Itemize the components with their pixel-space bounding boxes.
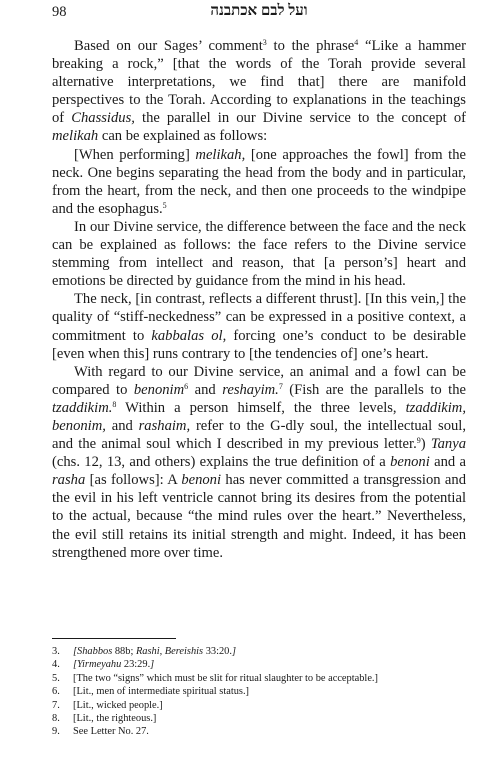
paragraph bbox=[52, 146, 466, 218]
text-run: has never committed a transgression and the evil in his left ventricle cannot bring its desires from the potential to the actual, because “the mind rules over the heart.” Nevertheless, the evil still retains its initial strength and might. Indeed, it has been strengthened more over time. bbox=[52, 472, 467, 561]
italic-text: benoni bbox=[181, 472, 222, 489]
footnote-text bbox=[73, 699, 163, 712]
footnote-marker: 3 bbox=[262, 38, 267, 47]
text-run: (Fish are the parallels to the bbox=[282, 381, 467, 398]
italic-text: rasha bbox=[52, 472, 86, 489]
footnote bbox=[52, 672, 466, 685]
italic-text: [Yirmeyahu bbox=[73, 659, 122, 671]
italic-text: tzaddikim, benonim, bbox=[52, 399, 466, 434]
text-run: forcing one’s conduct to be desirable [even when this] runs contrary to [the tendencies of] one’s heart. bbox=[52, 327, 466, 362]
italic-text: reshayim. bbox=[222, 381, 279, 398]
paragraph bbox=[52, 37, 466, 146]
italic-text: benonim bbox=[133, 381, 185, 398]
footnote-number: 7. bbox=[52, 699, 60, 711]
text-run: “Like a hammer breaking a rock,” [that the words of the Torah provide several alternative interpretations, we find that] there are manifold perspectives to the Torah. According to explanations in the teachings of bbox=[52, 38, 467, 127]
italic-text: ] bbox=[150, 659, 155, 671]
footnote-number: 8. bbox=[52, 713, 60, 725]
italic-text: [Shabbos bbox=[73, 646, 113, 657]
paragraph bbox=[52, 290, 466, 362]
text-run: [as follows]: A bbox=[85, 472, 182, 489]
text-run: and bbox=[188, 381, 223, 398]
italic-text: rashaim, bbox=[138, 417, 191, 434]
footnote-text bbox=[73, 645, 236, 658]
footnote bbox=[52, 645, 466, 658]
footnote-number: 5. bbox=[52, 672, 60, 684]
text-run: refer to the G-dly soul, the intellectual soul, and the animal soul which I described in my previous letter. bbox=[52, 417, 466, 453]
page-number: 98 bbox=[52, 4, 67, 20]
footnote-marker: 4 bbox=[354, 38, 359, 47]
footnote-text bbox=[73, 712, 156, 725]
footnote-marker: 7 bbox=[278, 381, 283, 391]
page-header bbox=[52, 2, 466, 24]
footnote bbox=[52, 658, 466, 671]
text-run: [When performing] bbox=[74, 146, 196, 163]
footnote-number: 6. bbox=[52, 686, 60, 698]
italic-text: kabbalas ol, bbox=[151, 327, 227, 344]
italic-text: ] bbox=[231, 646, 237, 657]
footnote-text bbox=[73, 672, 378, 685]
body-text bbox=[52, 37, 466, 562]
text-run: Within a person himself, the three levels, bbox=[116, 399, 406, 416]
text-run: With regard to our Divine service, an animal and a fowl can be compared to bbox=[52, 363, 466, 398]
footnote bbox=[52, 725, 466, 738]
italic-text: Chassidus, bbox=[71, 110, 135, 127]
italic-text: tzaddikim. bbox=[52, 399, 113, 416]
text-run: [Lit., wicked people.] bbox=[73, 699, 163, 711]
footnote-number: 4. bbox=[52, 659, 60, 671]
footnote-number: 9. bbox=[52, 726, 60, 738]
italic-text: Tanya bbox=[430, 436, 466, 453]
footnote-marker: 9 bbox=[416, 436, 421, 446]
footnote-text bbox=[73, 658, 154, 671]
footnote bbox=[52, 699, 466, 712]
text-run: and bbox=[105, 417, 139, 434]
text-run: 23:29. bbox=[121, 659, 151, 671]
text-run: 88b; bbox=[112, 646, 136, 657]
italic-text: Rashi, Bereishis bbox=[135, 646, 204, 657]
text-run: the parallel in our Divine service to the concept of bbox=[134, 110, 466, 127]
italic-text: melikah, bbox=[195, 146, 246, 163]
text-run: [one approaches the fowl] from the neck. One begins separating the head from the body and in particular, from the heart, from the neck, and then one proceeds to the windpipe and the esophagus. bbox=[52, 146, 466, 217]
text-run: (chs. 12, 13, and others) explains the true definition of a bbox=[52, 454, 391, 471]
text-run: Based on our Sages’ comment bbox=[74, 38, 263, 54]
footnote-marker: 8 bbox=[112, 399, 117, 409]
footnote-text bbox=[73, 685, 249, 698]
footnote-text bbox=[73, 725, 149, 738]
running-head: ועל לבם אכתבנה bbox=[210, 3, 308, 19]
text-run: [Lit., the righteous.] bbox=[73, 713, 157, 725]
italic-text: benoni bbox=[390, 454, 430, 471]
text-run: can be explained as follows: bbox=[98, 128, 268, 145]
footnote-marker: 6 bbox=[184, 381, 189, 391]
paragraph bbox=[52, 363, 466, 562]
text-run: to the phrase bbox=[266, 38, 355, 54]
text-run: and a bbox=[429, 454, 466, 471]
paragraph bbox=[52, 218, 466, 290]
text-run: [The two “signs” which must be slit for ritual slaughter to be acceptable.] bbox=[73, 672, 378, 684]
text-run: 33:20. bbox=[203, 646, 232, 657]
text-run: See Letter No. 27. bbox=[73, 726, 149, 738]
text-run: In our Divine service, the difference between the face and the neck can be explained as follows: the face refers to the Divine service stemming from intellect and reason, that [a person’s] heart and emotions be directed by guidance from the mind in his head. bbox=[52, 218, 466, 290]
footnote bbox=[52, 685, 466, 698]
text-run: ) bbox=[420, 436, 431, 453]
footnote bbox=[52, 712, 466, 725]
footnote-marker: 5 bbox=[162, 200, 167, 210]
footnote-number: 3. bbox=[52, 646, 60, 657]
italic-text: melikah bbox=[52, 128, 99, 145]
footnotes bbox=[52, 645, 466, 739]
text-run: The neck, [in contrast, reflects a different thrust]. [In this vein,] the quality of “stiff-neckedness” can be expressed in a positive context, a commitment to bbox=[52, 291, 466, 344]
footnote-rule bbox=[52, 638, 176, 639]
text-run: [Lit., men of intermediate spiritual status.] bbox=[73, 686, 250, 698]
